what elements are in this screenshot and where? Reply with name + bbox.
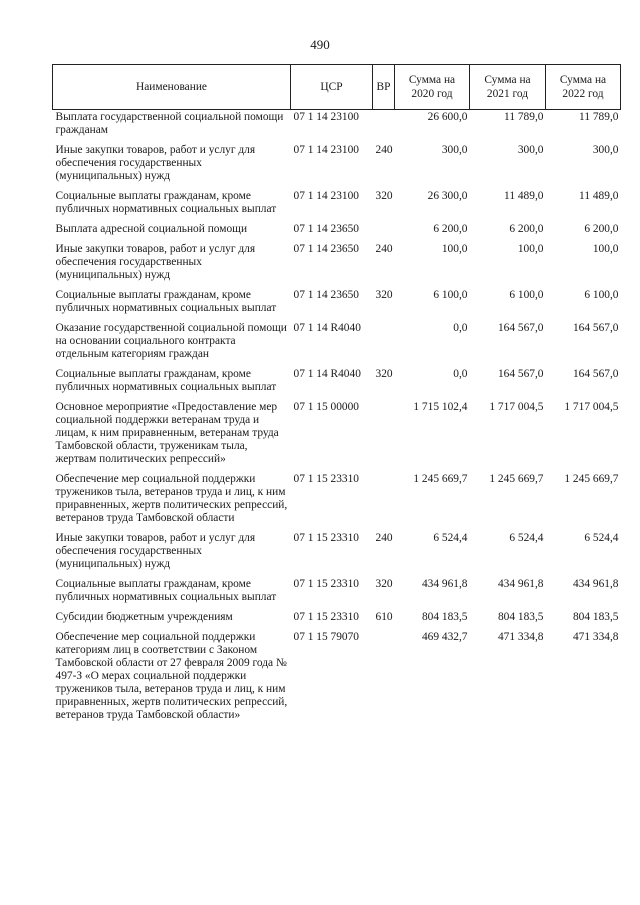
row-name: Социальные выплаты гражданам, кроме публичных нормативных социальных выплат <box>55 368 277 393</box>
row-name: Обеспечение мер социальной поддержки тружеников тыла, ветеранов труда и лиц, к ним приравненных, жертв политических репрессий, ветеранов труда Тамбовской области <box>55 473 288 524</box>
row-sum-2022: 164 567,0 <box>572 322 619 334</box>
row-vr <box>373 630 395 728</box>
row-sum-2020: 6 100,0 <box>433 289 468 301</box>
header-vr: ВР <box>373 65 395 110</box>
row-csr: 07 1 14 23100 <box>293 144 359 156</box>
table-row <box>53 110 621 144</box>
row-sum-2020: 6 524,4 <box>433 532 468 544</box>
row-csr: 07 1 14 23650 <box>293 289 359 301</box>
row-sum-2021: 1 717 004,5 <box>489 401 544 413</box>
row-sum-2022: 471 334,8 <box>572 631 619 643</box>
table-row <box>53 400 621 472</box>
row-csr: 07 1 15 23310 <box>293 611 359 623</box>
table-row <box>53 189 621 222</box>
row-vr: 610 <box>375 611 393 623</box>
row-vr: 320 <box>375 190 393 202</box>
row-name: Социальные выплаты гражданам, кроме публичных нормативных социальных выплат <box>55 578 277 603</box>
table-row <box>53 610 621 630</box>
row-vr <box>373 110 395 144</box>
table-row <box>53 367 621 400</box>
table-row <box>53 288 621 321</box>
row-sum-2021: 164 567,0 <box>497 368 544 380</box>
row-name: Иные закупки товаров, работ и услуг для обеспечения государственных (муниципальных) нужд <box>55 532 256 570</box>
row-sum-2021: 6 100,0 <box>509 289 544 301</box>
row-vr: 320 <box>375 368 393 380</box>
row-csr: 07 1 15 79070 <box>293 631 359 643</box>
row-csr: 07 1 14 R4040 <box>293 322 361 334</box>
row-csr: 07 1 15 23310 <box>293 473 359 485</box>
header-sum-2021: Сумма на 2021 год <box>470 65 546 110</box>
row-sum-2021: 300,0 <box>517 144 544 156</box>
row-name: Выплата государственной социальной помощи гражданам <box>55 111 284 136</box>
row-sum-2020: 804 183,5 <box>421 611 468 623</box>
table-row <box>53 472 621 531</box>
row-sum-2021: 804 183,5 <box>497 611 544 623</box>
row-sum-2022: 804 183,5 <box>572 611 619 623</box>
row-sum-2020: 26 300,0 <box>427 190 468 202</box>
row-sum-2020: 0,0 <box>453 368 468 380</box>
row-sum-2022: 6 100,0 <box>584 289 619 301</box>
table-row <box>53 531 621 577</box>
row-sum-2021: 6 200,0 <box>509 223 544 235</box>
row-sum-2020: 300,0 <box>441 144 468 156</box>
row-vr <box>373 222 395 242</box>
row-sum-2022: 1 717 004,5 <box>564 401 619 413</box>
header-csr: ЦСР <box>291 65 373 110</box>
table-row <box>53 222 621 242</box>
row-vr <box>373 400 395 472</box>
row-sum-2022: 11 789,0 <box>579 111 619 123</box>
row-sum-2022: 11 489,0 <box>579 190 619 202</box>
row-csr: 07 1 15 23310 <box>293 532 359 544</box>
row-csr: 07 1 14 23650 <box>293 243 359 255</box>
row-name: Оказание государственной социальной помощи на основании социального контракта отдельным категориям граждан <box>55 322 287 360</box>
row-csr: 07 1 15 00000 <box>293 401 359 413</box>
row-csr: 07 1 14 23100 <box>293 190 359 202</box>
row-name: Выплата адресной социальной помощи <box>55 223 248 235</box>
row-sum-2020: 434 961,8 <box>421 578 468 590</box>
table-header-row <box>53 65 621 110</box>
table-row <box>53 577 621 610</box>
row-sum-2020: 1 715 102,4 <box>413 401 468 413</box>
row-name: Основное мероприятие «Предоставление мер социальной поддержки ветеранам труда и лицам, к ним приравненным, ветеранам труда Тамбовской области, труженикам тыла, жертвам политических репрессий» <box>55 401 279 465</box>
row-sum-2022: 100,0 <box>592 243 619 255</box>
row-sum-2022: 6 524,4 <box>584 532 619 544</box>
row-sum-2021: 434 961,8 <box>497 578 544 590</box>
row-csr: 07 1 15 23310 <box>293 578 359 590</box>
row-name: Обеспечение мер социальной поддержки категориям лиц в соответствии с Законом Тамбовской области от 27 февраля 2009 года № 497-З «О мерах социальной поддержки тружеников тыла, ветеранов труда и лиц, к ним приравненных, жертв политических репрессий, ветеранов труда Тамбовской области» <box>55 631 288 721</box>
table-row <box>53 321 621 367</box>
row-sum-2021: 11 489,0 <box>504 190 544 202</box>
row-sum-2022: 434 961,8 <box>572 578 619 590</box>
budget-table <box>52 64 621 728</box>
row-vr: 240 <box>375 243 393 255</box>
row-csr: 07 1 14 23650 <box>293 223 359 235</box>
row-csr: 07 1 14 23100 <box>293 111 359 123</box>
row-name: Субсидии бюджетным учреждениям <box>55 611 233 623</box>
row-sum-2022: 1 245 669,7 <box>564 473 619 485</box>
row-csr: 07 1 14 R4040 <box>293 368 361 380</box>
page-number: 490 <box>310 37 330 52</box>
row-name: Социальные выплаты гражданам, кроме публичных нормативных социальных выплат <box>55 190 277 215</box>
row-vr: 240 <box>375 532 393 544</box>
row-vr: 320 <box>375 289 393 301</box>
row-sum-2021: 164 567,0 <box>497 322 544 334</box>
row-vr <box>373 321 395 367</box>
row-sum-2022: 6 200,0 <box>584 223 619 235</box>
table-row <box>53 630 621 728</box>
table-row <box>53 143 621 189</box>
row-vr: 320 <box>375 578 393 590</box>
header-sum-2022: Сумма на 2022 год <box>546 65 621 110</box>
header-name: Наименование <box>53 65 291 110</box>
row-sum-2021: 11 789,0 <box>504 111 544 123</box>
table-row <box>53 242 621 288</box>
row-sum-2020: 469 432,7 <box>421 631 468 643</box>
row-sum-2021: 471 334,8 <box>497 631 544 643</box>
row-sum-2020: 6 200,0 <box>433 223 468 235</box>
row-sum-2020: 100,0 <box>441 243 468 255</box>
row-name: Иные закупки товаров, работ и услуг для обеспечения государственных (муниципальных) нужд <box>55 243 256 281</box>
row-name: Социальные выплаты гражданам, кроме публичных нормативных социальных выплат <box>55 289 277 314</box>
row-sum-2021: 100,0 <box>517 243 544 255</box>
row-sum-2020: 0,0 <box>453 322 468 334</box>
row-sum-2021: 1 245 669,7 <box>489 473 544 485</box>
row-vr <box>373 472 395 531</box>
row-sum-2021: 6 524,4 <box>509 532 544 544</box>
row-sum-2020: 1 245 669,7 <box>413 473 468 485</box>
row-sum-2022: 164 567,0 <box>572 368 619 380</box>
row-vr: 240 <box>375 144 393 156</box>
header-sum-2020: Сумма на 2020 год <box>395 65 470 110</box>
row-sum-2022: 300,0 <box>592 144 619 156</box>
row-sum-2020: 26 600,0 <box>427 111 468 123</box>
row-name: Иные закупки товаров, работ и услуг для обеспечения государственных (муниципальных) нужд <box>55 144 256 182</box>
